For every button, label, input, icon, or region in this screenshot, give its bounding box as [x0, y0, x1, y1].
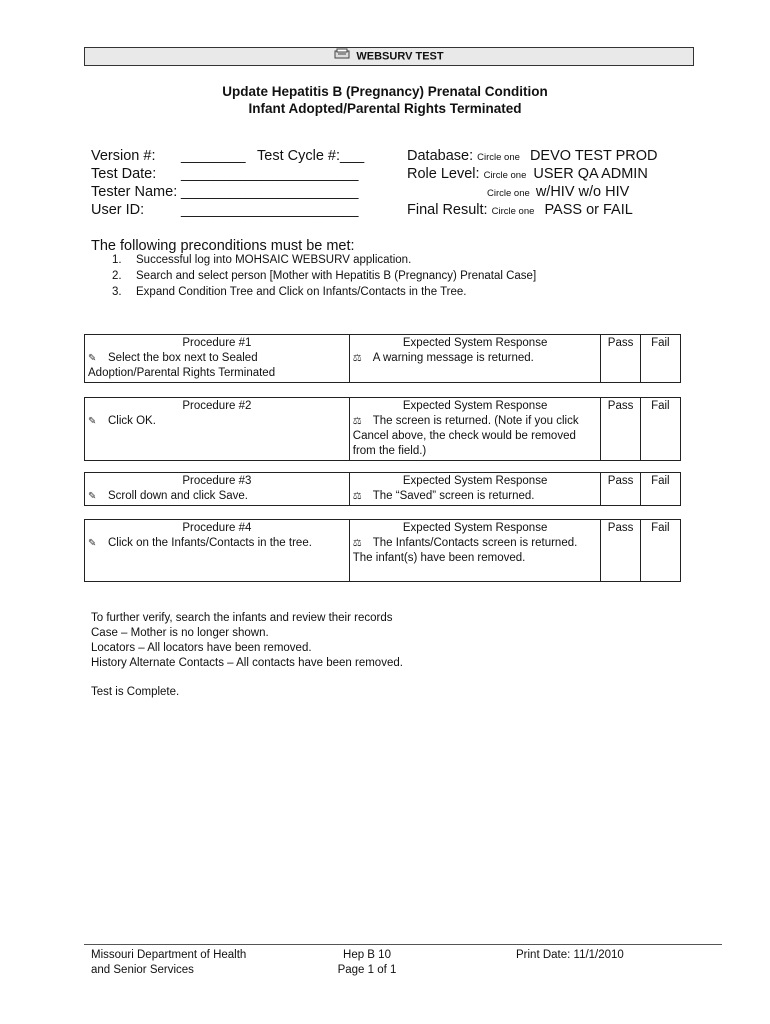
- pass-cell[interactable]: [601, 398, 640, 461]
- verify-line-2: Case – Mother is no longer shown.: [91, 627, 269, 639]
- footer-divider: [84, 944, 722, 945]
- procedure-cell: [85, 335, 350, 383]
- procedure-action: Click on the Infants/Contacts in the tree.: [108, 537, 312, 549]
- fail-label: Fail: [651, 337, 670, 349]
- footer-print-date: Print Date: 11/1/2010: [516, 949, 624, 961]
- final-result-label: Final Result:: [407, 202, 488, 218]
- scale-icon: ⚖: [352, 538, 362, 549]
- hand-pointer-icon: ✎: [88, 538, 97, 549]
- response-cell: [349, 398, 601, 461]
- fail-label: Fail: [651, 522, 670, 534]
- hand-pointer-icon: ✎: [88, 491, 97, 502]
- hiv-circle-one: Circle one: [487, 188, 530, 199]
- procedure-cell: [85, 473, 350, 506]
- hand-pointer-icon: ✎: [88, 416, 97, 427]
- verify-line-4: History Alternate Contacts – All contacts have been removed.: [91, 657, 403, 669]
- final-result-row: [407, 201, 633, 221]
- procedure-cell: [85, 520, 350, 582]
- response-text: The Infants/Contacts screen is returned. The infant(s) have been removed.: [352, 537, 578, 564]
- tester-name-blank: ______________________: [181, 184, 359, 200]
- response-heading: Expected System Response: [402, 337, 548, 349]
- procedure-heading: Procedure #2: [182, 400, 252, 412]
- procedure-heading: Procedure #3: [182, 475, 252, 487]
- database-row: [407, 147, 658, 167]
- version-blank: ________: [181, 148, 246, 164]
- footer-org-line1: Missouri Department of Health: [91, 949, 247, 961]
- procedure-table-2: [84, 397, 681, 461]
- response-cell: [349, 335, 601, 383]
- pass-label: Pass: [607, 522, 634, 534]
- precondition-item-2: Search and select person [Mother with Hepatitis B (Pregnancy) Prenatal Case]: [136, 270, 537, 282]
- hand-pointer-icon: ✎: [88, 353, 97, 364]
- scale-icon: ⚖: [352, 353, 362, 364]
- role-label: Role Level:: [407, 166, 480, 182]
- test-date-label: Test Date:: [91, 166, 157, 182]
- response-heading: Expected System Response: [402, 475, 548, 487]
- procedure-heading: Procedure #1: [182, 337, 252, 349]
- precondition-item-1: Successful log into MOHSAIC WEBSURV application.: [136, 254, 412, 266]
- procedure-action: Click OK.: [108, 415, 156, 427]
- hiv-row: [487, 183, 629, 203]
- pass-cell[interactable]: [601, 520, 640, 582]
- doc-title-line1: Update Hepatitis B (Pregnancy) Prenatal Condition: [222, 84, 548, 99]
- hiv-values: w/HIV w/o HIV: [535, 184, 630, 200]
- response-text: A warning message is returned.: [372, 352, 534, 364]
- procedure-action: Select the box next to Sealed Adoption/Parental Rights Terminated: [88, 352, 276, 379]
- pass-label: Pass: [607, 400, 634, 412]
- footer-doc-id: Hep B 10: [343, 949, 391, 961]
- role-values: USER QA ADMIN: [533, 166, 648, 182]
- version-label: Version #:: [91, 148, 156, 164]
- doc-title-line2: Infant Adopted/Parental Rights Terminated: [248, 101, 522, 116]
- fail-cell[interactable]: [640, 473, 680, 506]
- response-text: The screen is returned. (Note if you click Cancel above, the check would be removed from the field.): [352, 415, 579, 457]
- fail-label: Fail: [651, 400, 670, 412]
- verify-line-1: To further verify, search the infants and review their records: [91, 612, 393, 624]
- final-circle-one: Circle one: [491, 206, 535, 217]
- fail-cell[interactable]: [640, 398, 680, 461]
- database-values: DEVO TEST PROD: [529, 148, 658, 164]
- tester-name-label: Tester Name:: [91, 184, 178, 200]
- tray-icon: [334, 48, 350, 65]
- websurv-header-banner: [84, 47, 694, 66]
- fail-cell[interactable]: [640, 520, 680, 582]
- pass-cell[interactable]: [601, 335, 640, 383]
- pass-label: Pass: [607, 475, 634, 487]
- response-text: The “Saved” screen is returned.: [372, 490, 535, 502]
- role-row: [407, 165, 648, 185]
- fail-cell[interactable]: [640, 335, 680, 383]
- precondition-number-2: 2.: [112, 270, 122, 282]
- header-title: WEBSURV TEST: [356, 50, 444, 63]
- database-label: Database:: [407, 148, 474, 164]
- final-values: PASS or FAIL: [544, 202, 633, 218]
- procedure-table-4: [84, 519, 681, 582]
- user-id-label: User ID:: [91, 202, 145, 218]
- procedure-table-1: [84, 334, 681, 383]
- footer-org-line2: and Senior Services: [91, 964, 194, 976]
- precondition-item-3: Expand Condition Tree and Click on Infants/Contacts in the Tree.: [136, 286, 467, 298]
- procedure-cell: [85, 398, 350, 461]
- pass-label: Pass: [607, 337, 634, 349]
- test-cycle-label: Test Cycle #:___: [257, 148, 365, 164]
- preconditions-heading: The following preconditions must be met:: [91, 238, 355, 254]
- scale-icon: ⚖: [352, 491, 362, 502]
- database-circle-one: Circle one: [477, 152, 520, 163]
- procedure-table-3: [84, 472, 681, 506]
- response-heading: Expected System Response: [402, 400, 548, 412]
- pass-cell[interactable]: [601, 473, 640, 506]
- response-heading: Expected System Response: [402, 522, 548, 534]
- user-id-blank: ______________________: [181, 202, 359, 218]
- role-circle-one: Circle one: [483, 170, 527, 181]
- test-complete-text: Test is Complete.: [91, 686, 180, 698]
- precondition-number-3: 3.: [112, 286, 122, 298]
- response-cell: [349, 473, 601, 506]
- procedure-heading: Procedure #4: [182, 522, 252, 534]
- test-date-blank: ______________________: [181, 166, 359, 182]
- scale-icon: ⚖: [352, 416, 362, 427]
- precondition-number-1: 1.: [112, 254, 122, 266]
- response-cell: [349, 520, 601, 582]
- footer-page-number: Page 1 of 1: [337, 964, 397, 976]
- verify-line-3: Locators – All locators have been removed.: [91, 642, 312, 654]
- fail-label: Fail: [651, 475, 670, 487]
- procedure-action: Scroll down and click Save.: [108, 490, 248, 502]
